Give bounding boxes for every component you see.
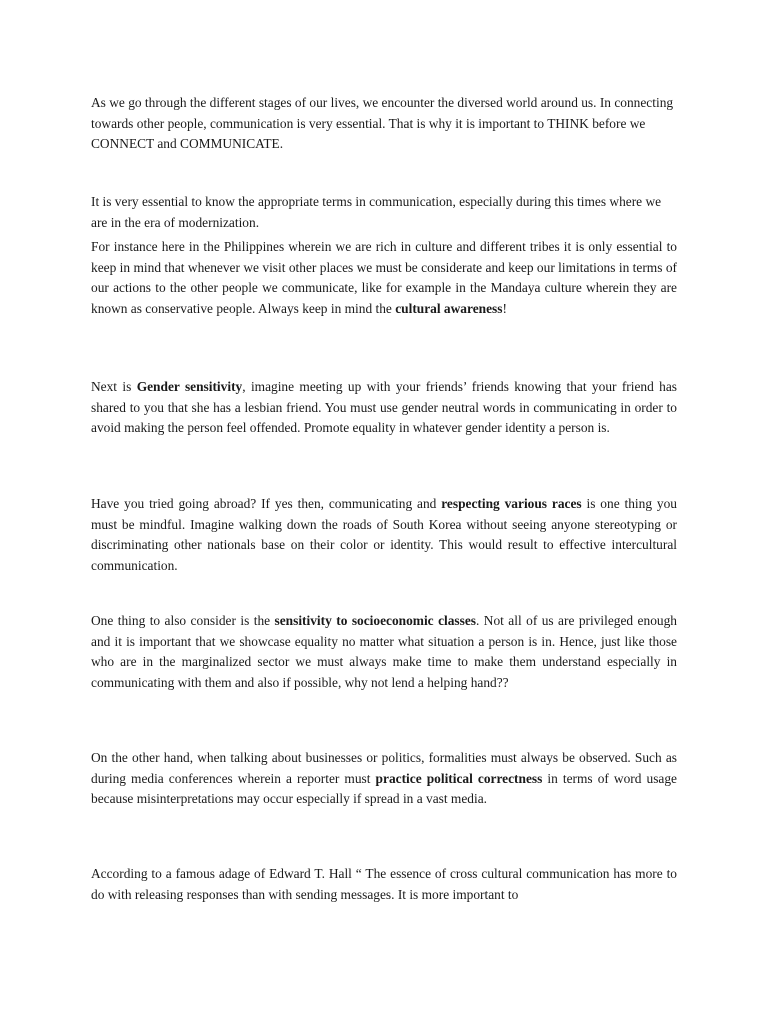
paragraph-gender-sensitivity [91,377,677,439]
paragraph-cultural-awareness [91,237,677,319]
bold-term-political-correctness: practice political correctness [375,770,543,786]
paragraph-text-after: . Not all of us are privileged enough and it is important that we showcase equality no matter what situation a person is in. Hence, just like those who are in the marginalized sector we must always make time to make them understand especially in communicating with them and also if possible, why not lend a helping hand?? [91,613,677,690]
paragraph-text-after: ! [502,300,507,316]
bold-term-cultural-awareness: cultural awareness [395,300,503,316]
paragraph-text-before: For instance here in the Philippines wherein we are rich in culture and different tribes it is only essential to keep in mind that whenever we visit other places we must be considerate and keep our limitations in terms of our actions to the other people we communicate, like for example in the Mandaya culture wherein they are known as conservative people. Always keep in mind the [91,239,677,316]
bold-term-gender-sensitivity: Gender sensitivity [136,379,243,394]
paragraph-political-correctness [91,748,677,810]
bold-term-socioeconomic-classes: sensitivity to socioeconomic classes [274,613,476,628]
paragraph-text-before: Have you tried going abroad? If yes then, communicating and [91,496,442,511]
paragraph-text-before: On the other hand, when talking about businesses or politics, formalities must always be observed. Such as during media conferences wherein a reporter must [91,750,677,786]
paragraph-text-after: , imagine meeting up with your friends’ friends knowing that your friend has shared to you that she has a lesbian friend. You must use gender neutral words in communicating in order to avoid making the person feel offended. Promote equality in whatever gender identity a person is. [91,379,678,435]
paragraph-text-before: Next is [91,379,137,394]
paragraph-appropriate-terms: It is very essential to know the appropriate terms in communication, especially during this times where we are in the era of modernization. [91,194,662,230]
paragraph-intro: As we go through the different stages of our lives, we encounter the diversed world around us. In connecting towards other people, communication is very essential. That is why it is important to THINK before we CONNECT and COMMUNICATE. [91,95,674,151]
paragraph-text-after: is one thing you must be mindful. Imagine walking down the roads of South Korea without seeing anyone stereotyping or discriminating other nationals base on their color or identity. This would result to effective intercultural communication. [91,496,677,573]
bold-term-respecting-various-races: respecting various races [441,496,582,511]
paragraph-various-races [91,494,677,576]
paragraph-text-before: One thing to also consider is the [91,613,275,628]
paragraph-text-after: in terms of word usage because misinterpretations may occur especially if spread in a vast media. [91,770,677,806]
paragraph-edward-hall-quote: According to a famous adage of Edward T. Hall “ The essence of cross cultural communication has more to do with releasing responses than with sending messages. It is more important to [91,866,677,902]
paragraph-socioeconomic-classes [91,611,677,693]
